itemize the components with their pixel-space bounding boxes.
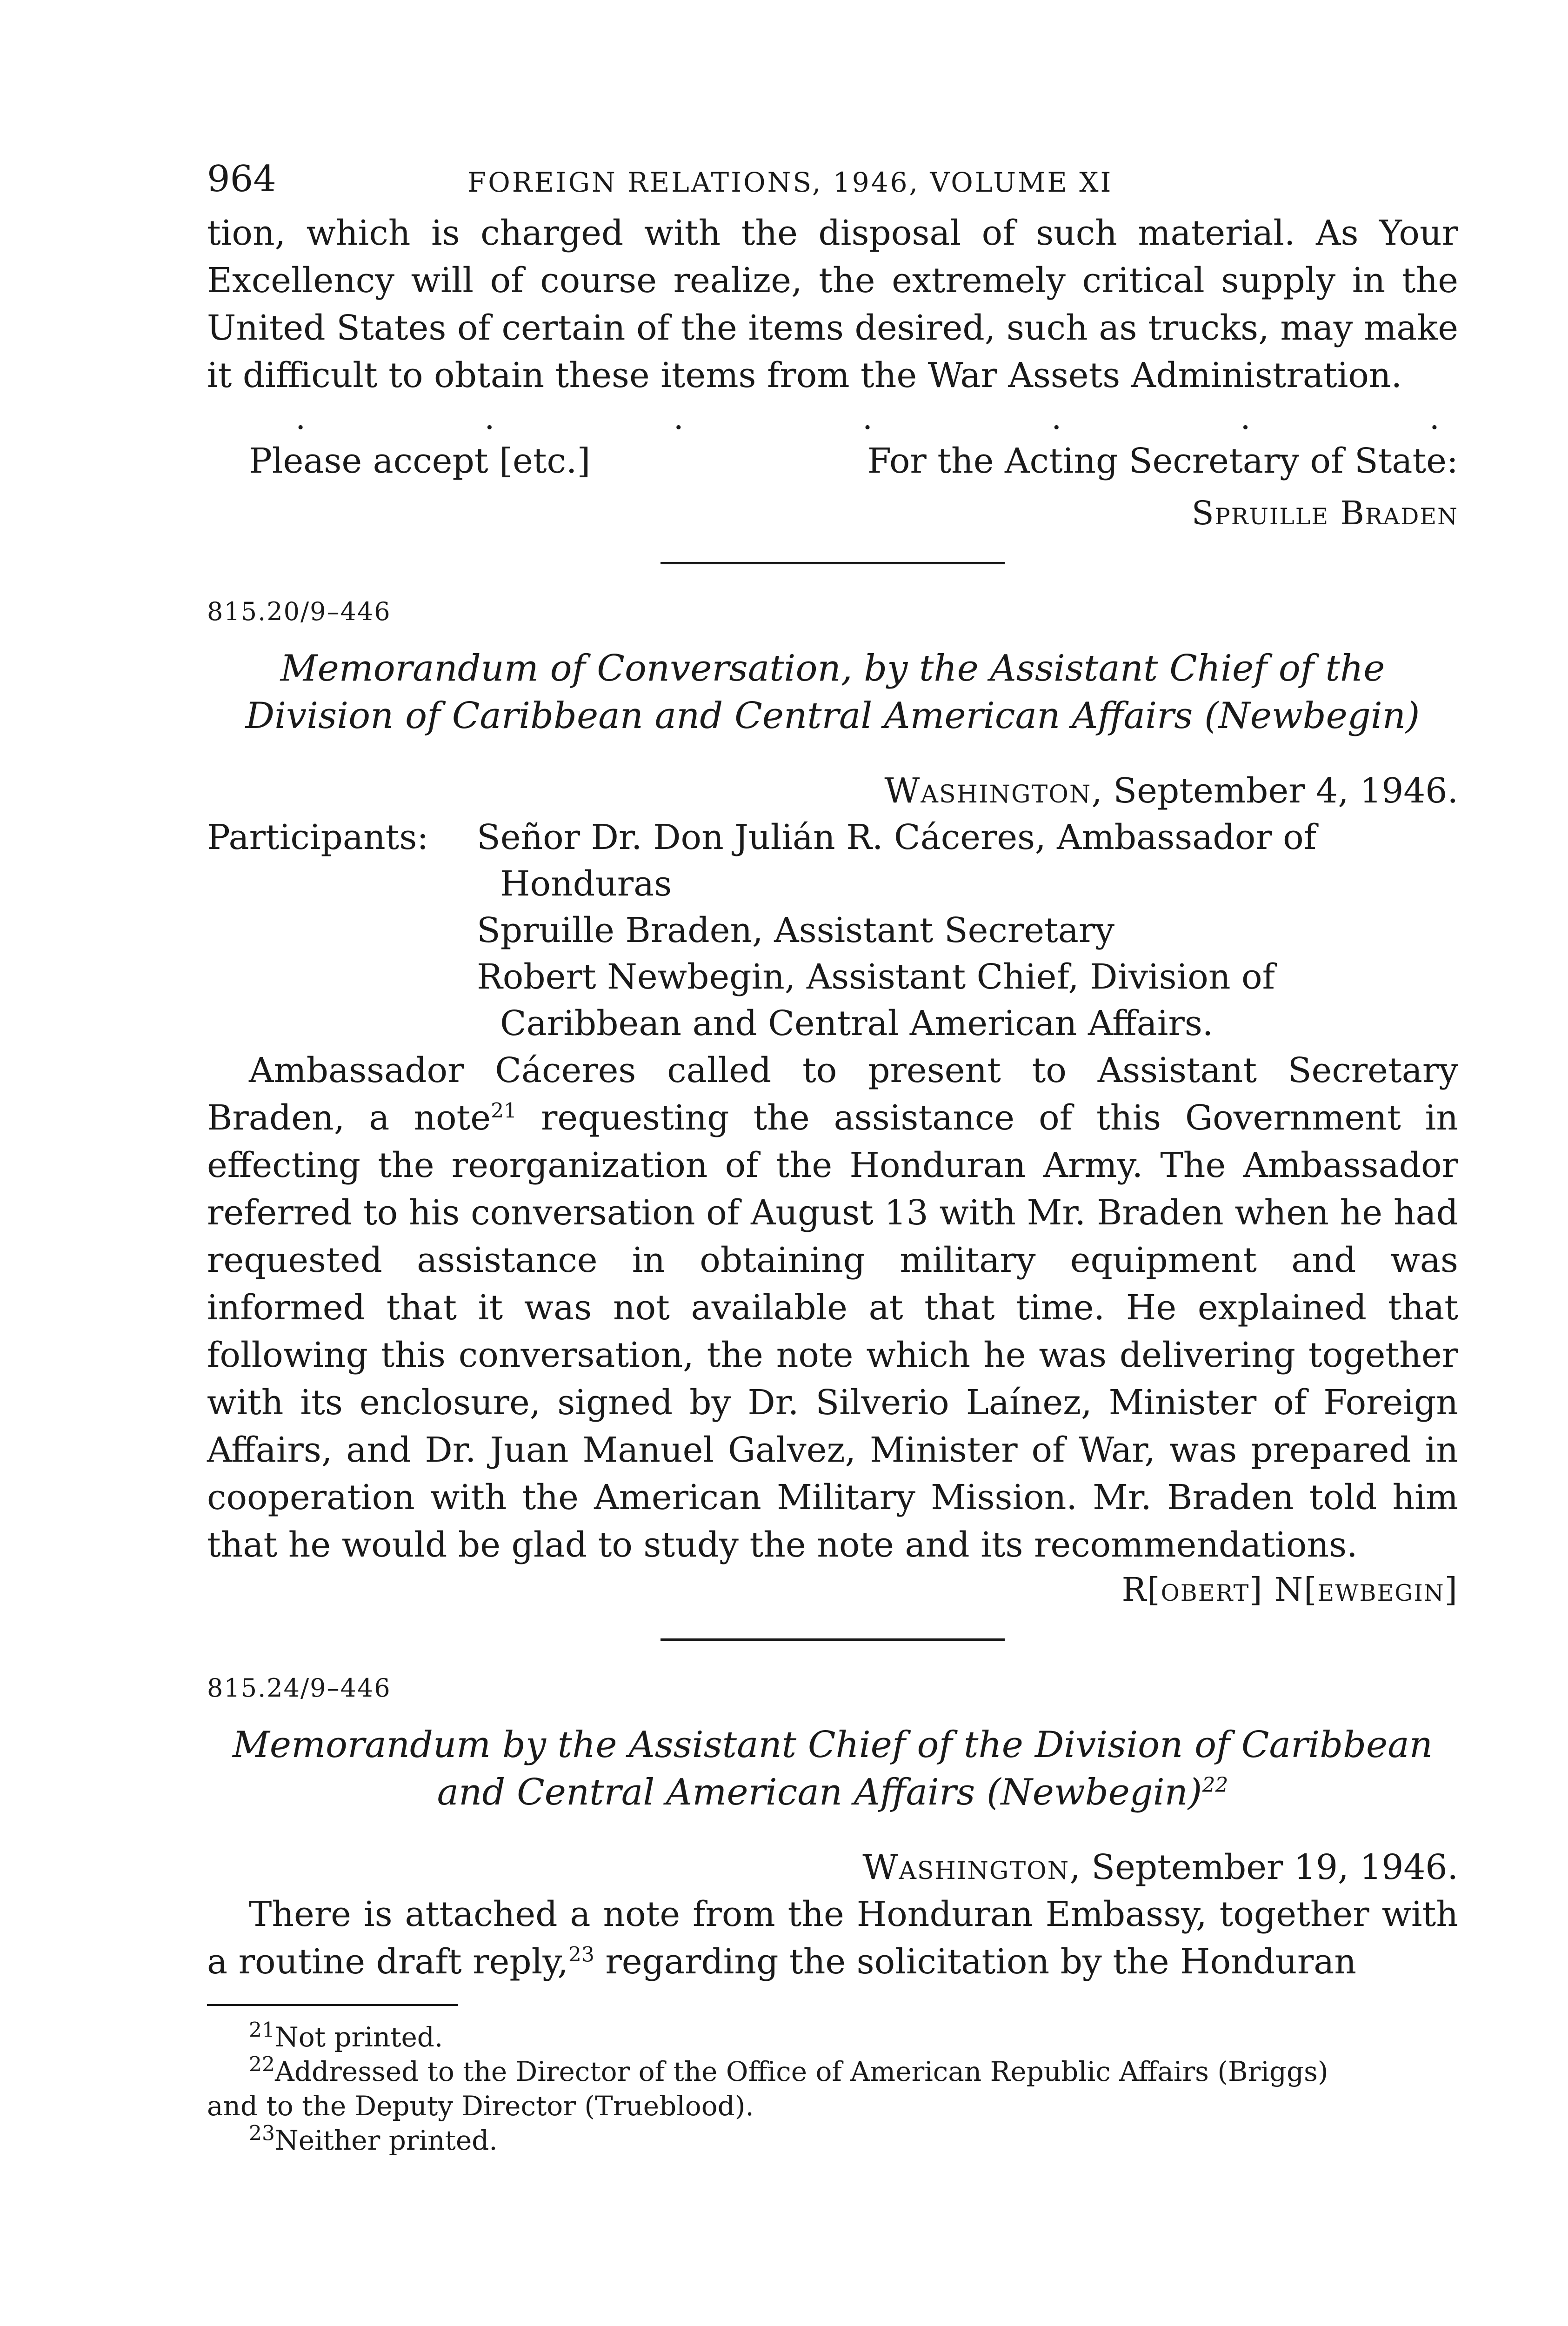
signature — [207, 1569, 1458, 1611]
footnote-number: 22 — [249, 2052, 275, 2077]
memorandum-body — [207, 1047, 1458, 1569]
footnote-text: Not printed. — [275, 2021, 443, 2053]
dateline — [207, 1844, 1458, 1891]
paragraph-text: There is attached a note from the Honduran Embassy, together with a routine draft reply, — [207, 1894, 1458, 1982]
dateline-date: , September 19, 1946. — [1069, 1847, 1458, 1887]
page-number: 964 — [207, 158, 276, 200]
dateline-date: , September 4, 1946. — [1091, 771, 1458, 811]
footnote-text: Neither printed. — [275, 2125, 498, 2156]
footnote-ref: 22 — [1202, 1773, 1228, 1797]
paragraph-text: regarding the solicitation by the Honduran — [594, 1942, 1356, 1982]
ellipsis-dot: . — [673, 399, 684, 437]
dateline — [207, 768, 1458, 814]
signature: Spruille Braden — [1191, 494, 1458, 532]
participants-list — [477, 814, 1458, 1047]
letter-closing — [207, 441, 1458, 492]
section-divider — [661, 562, 1005, 564]
participant: Señor Dr. Don Julián R. Cáceres, Ambassador of Honduras — [477, 817, 1317, 904]
dateline-place: Washington — [862, 1847, 1070, 1887]
participants-label: Participants: — [207, 817, 429, 857]
footnote-ref: 21 — [491, 1099, 517, 1123]
document-heading — [207, 1721, 1458, 1816]
footnote-ref: 23 — [568, 1943, 594, 1967]
ellipsis-dot: . — [484, 399, 495, 437]
footnote — [207, 2020, 1458, 2054]
footnote — [207, 2054, 1458, 2089]
footnote-number: 23 — [249, 2121, 275, 2146]
signature-text: R[obert] N[ewbegin] — [1121, 1571, 1458, 1609]
ellipsis-row — [207, 399, 1458, 436]
footnote-divider — [207, 2004, 458, 2006]
memorandum-body — [207, 1891, 1458, 1985]
dateline-place: Washington — [884, 771, 1092, 811]
file-number: 815.24/9–446 — [207, 1673, 391, 1703]
footnote-continuation — [207, 2089, 1458, 2123]
file-number: 815.20/9–446 — [207, 597, 391, 626]
closing-courtesy: Please accept [etc.] — [249, 441, 591, 481]
paragraph-text: requesting the assistance of this Government in effecting the reorganization of the Honduran Army. The Ambassador referred to his conversation of August 13 with Mr. Braden when he had requested assistance in obtaining military equipment and was informed that it was not available at that time. He explained that following this conversation, the note which he was delivering together with its enclosure, signed by Dr. Silverio Laínez, Minister of Foreign Affairs, and Dr. Juan Manuel Galvez, Minister of War, was prepared in cooperation with the American Military Mission. Mr. Braden told him that he would be glad to study the note and its recommendations. — [207, 1098, 1459, 1565]
footnote-text: Addressed to the Director of the Office of American Republic Affairs (Briggs) — [275, 2056, 1328, 2087]
participants-block — [207, 814, 1458, 1047]
letter-continuation — [207, 209, 1458, 399]
letter-paragraph: tion, which is charged with the disposal of such material. As Your Excellency will of course realize, the extremely critical supply in the United States of certain of the items desired, such as trucks, may make it difficult to obtain these items from the War Assets Administration. — [207, 213, 1458, 395]
ellipsis-dot: . — [1240, 399, 1251, 437]
participant: Robert Newbegin, Assistant Chief, Division of Caribbean and Central American Affairs. — [477, 957, 1275, 1043]
memorandum-paragraph — [207, 1047, 1458, 1569]
footnote-number: 21 — [249, 2018, 275, 2042]
document-heading: Memorandum of Conversation, by the Assistant Chief of the Division of Caribbean and Central American Affairs (Newbegin) — [245, 648, 1420, 737]
footnote — [207, 2123, 1458, 2158]
heading-text: Memorandum by the Assistant Chief of the Division of Caribbean and Central American Affairs (Newbegin) — [233, 1724, 1433, 1813]
ellipsis-dot: . — [1429, 399, 1440, 437]
closing-authority: For the Acting Secretary of State: — [867, 441, 1458, 481]
footnote-text: and to the Deputy Director (Trueblood). — [207, 2090, 754, 2122]
memorandum-paragraph — [207, 1891, 1458, 1985]
participant: Spruille Braden, Assistant Secretary — [477, 910, 1115, 950]
document-page — [207, 158, 1458, 2158]
footnotes — [207, 2020, 1458, 2158]
section-divider — [661, 1638, 1005, 1641]
ellipsis-dot: . — [1051, 399, 1062, 437]
paragraph-text: Ambassador Cáceres called to present to Assistant Secretary Braden, a note — [207, 1050, 1458, 1138]
ellipsis-dot: . — [295, 399, 306, 437]
running-header — [207, 158, 1458, 209]
ellipsis-dot: . — [862, 399, 873, 437]
running-title: FOREIGN RELATIONS, 1946, VOLUME XI — [467, 167, 1113, 198]
